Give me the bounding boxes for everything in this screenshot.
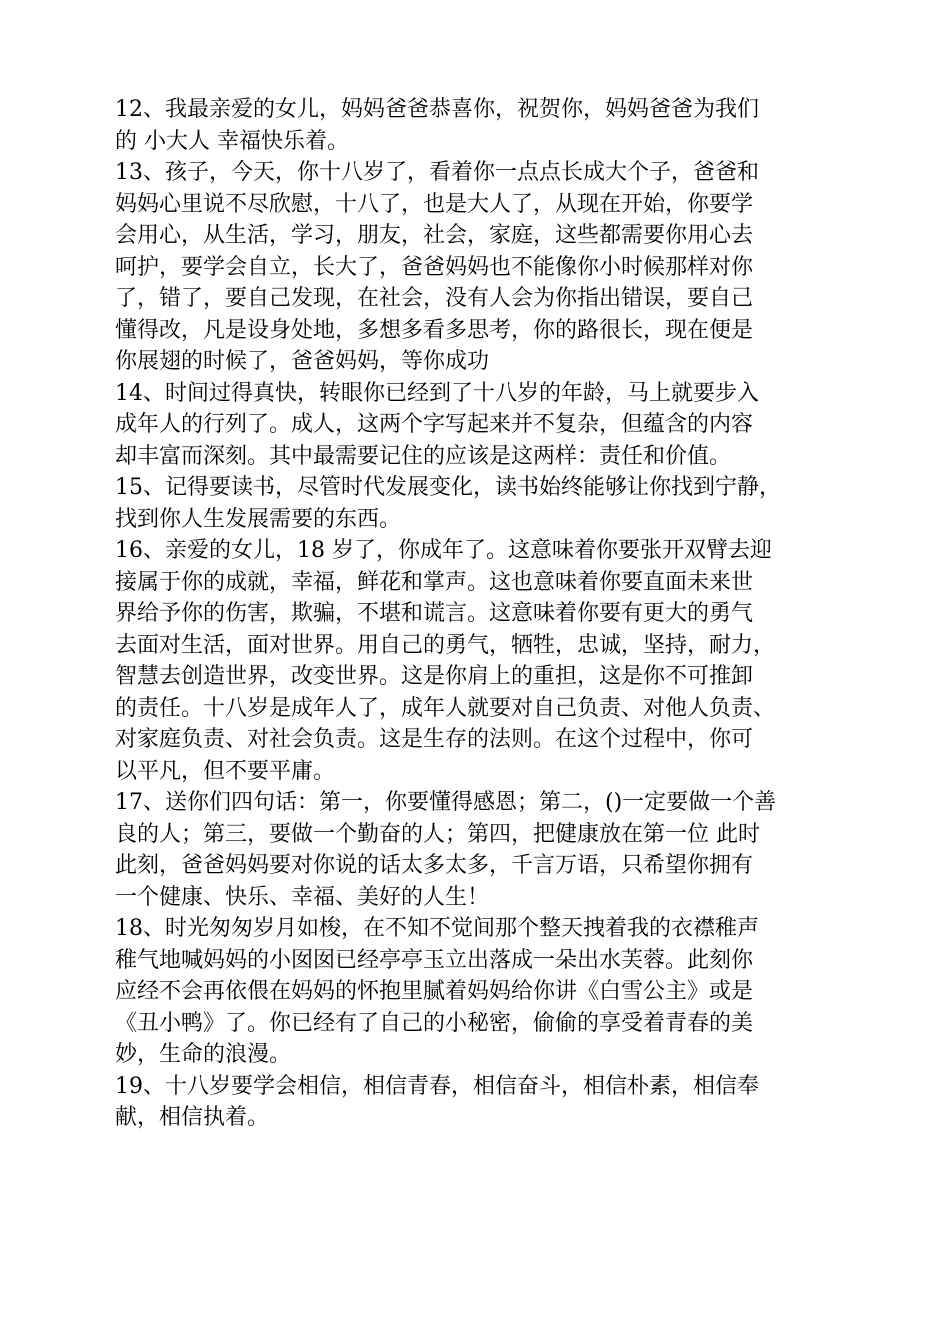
text-line: 13、孩子，今天，你十八岁了，看着你一点点长成大个子，爸爸和 (115, 160, 759, 185)
text-line: 14、时间过得真快，转眼你已经到了十八岁的年龄，马上就要步入 (115, 380, 759, 406)
text-line: 妈妈心里说不尽欣慰，十八了，也是大人了，从现在开始，你要学 (115, 191, 754, 217)
text-line: 18、时光匆匆岁月如梭，在不知不觉间那个整天拽着我的衣襟稚声 (115, 916, 759, 941)
text-line: 以平凡，但不要平庸。 (115, 758, 336, 784)
text-line: 16、亲爱的女儿，18 岁了，你成年了。这意味着你要张开双臂去迎 (115, 538, 772, 563)
text-line: 对家庭负责、对社会负责。这是生存的法则。在这个过程中，你可 (115, 727, 754, 752)
text-line: 会用心，从生活，学习，朋友，社会，家庭，这些都需要你用心去 (115, 223, 754, 248)
text-line: 懂得改，凡是设身处地，多想多看多思考，你的路很长，现在便是 (115, 317, 754, 343)
text-line: 12、我最亲爱的女儿，妈妈爸爸恭喜你，祝贺你，妈妈爸爸为我们 (115, 97, 759, 122)
text-line: 却丰富而深刻。其中最需要记住的应该是这两样：责任和价值。 (115, 443, 732, 469)
text-line: 此刻，爸爸妈妈要对你说的话太多太多，千言万语，只希望你拥有 (115, 853, 754, 878)
text-line: 15、记得要读书，尽管时代发展变化，读书始终能够让你找到宁静， (115, 475, 781, 500)
text-line: 妙，生命的浪漫。 (115, 1042, 292, 1067)
text-line: 你展翅的时候了，爸爸妈妈，等你成功 (115, 349, 490, 374)
text-line: 呵护，要学会自立，长大了，爸爸妈妈也不能像你小时候那样对你 (115, 254, 754, 280)
text-line: 的 小大人 幸福快乐着。 (115, 128, 349, 154)
text-line: 良的人；第三，要做一个勤奋的人；第四，把健康放在第一位 此时 (115, 821, 760, 847)
text-line: 《丑小鸭》了。你已经有了自己的小秘密，偷偷的享受着青春的美 (115, 1010, 754, 1036)
text-line: 了，错了，要自己发现，在社会，没有人会为你指出错误，要自己 (115, 286, 754, 311)
text-line: 界给予你的伤害，欺骗，不堪和谎言。这意味着你要有更大的勇气 (115, 601, 754, 626)
text-line: 找到你人生发展需要的东西。 (115, 506, 402, 532)
text-line: 智慧去创造世界，改变世界。这是你肩上的重担，这是你不可推卸 (115, 664, 754, 689)
text-line: 19、十八岁要学会相信，相信青春，相信奋斗，相信朴素，相信奉 (115, 1073, 759, 1099)
text-line: 稚气地喊妈妈的小囡囡已经亭亭玉立出落成一朵出水芙蓉。此刻你 (115, 947, 754, 973)
text-line: 献，相信执着。 (115, 1105, 270, 1130)
text-line: 接属于你的成就，幸福，鲜花和掌声。这也意味着你要直面未来世 (115, 569, 754, 595)
text-line: 17、送你们四句话：第一，你要懂得感恩；第二，()一定要做一个善 (115, 790, 777, 815)
text-line: 一个健康、快乐、幸福、美好的人生！ (115, 884, 490, 910)
text-line: 应经不会再依偎在妈妈的怀抱里腻着妈妈给你讲《白雪公主》或是 (115, 979, 754, 1004)
text-line: 成年人的行列了。成人，这两个字写起来并不复杂，但蕴含的内容 (115, 412, 754, 437)
text-line: 去面对生活，面对世界。用自己的勇气，牺牲，忠诚，坚持，耐力， (115, 632, 776, 658)
text-line: 的责任。十八岁是成年人了，成年人就要对自己负责、对他人负责、 (115, 695, 776, 721)
document-body (115, 94, 835, 1134)
